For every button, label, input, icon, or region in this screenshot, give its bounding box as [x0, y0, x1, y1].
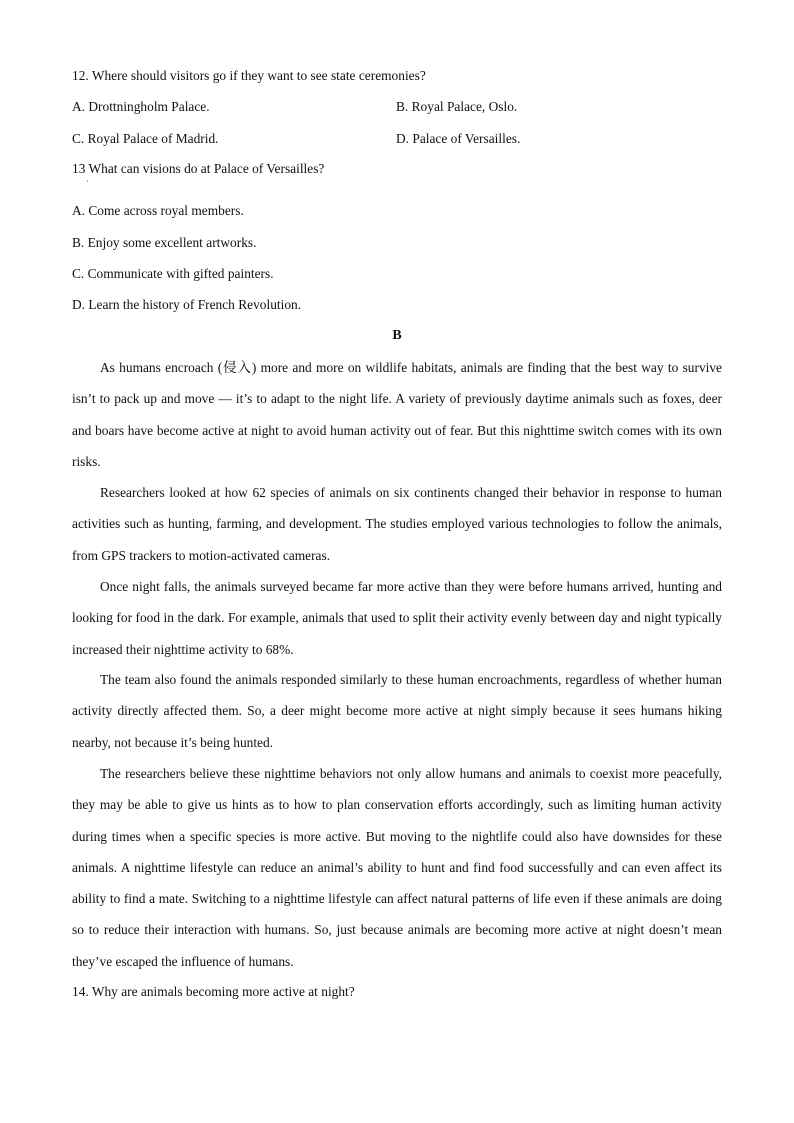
question-12-option-a: A. Drottningholm Palace.: [72, 99, 210, 114]
question-12-option-c: C. Royal Palace of Madrid.: [72, 131, 219, 146]
passage-paragraph-2: Researchers looked at how 62 species of animals on six continents changed their behavior in response to human activities such as hunting, farming, and development. The studies employed various technologies to follow the animals, from GPS trackers to motion-activated cameras.: [72, 485, 722, 563]
question-13-option-c: C. Communicate with gifted painters.: [72, 266, 274, 281]
passage-paragraph-4: The team also found the animals responded similarly to these human encroachments, regardless of whether human activity directly affected them. So, a deer might become more active at night simply because it sees humans hiking nearby, not because it’s being hunted.: [72, 672, 722, 750]
question-13-option-b: B. Enjoy some excellent artworks.: [72, 235, 257, 250]
question-12-option-d: D. Palace of Versailles.: [396, 131, 521, 146]
question-13-option-a: A. Come across royal members.: [72, 203, 244, 218]
question-13-stem: 13 What can visions do at Palace of Versailles?: [72, 161, 325, 176]
question-12-stem: 12. Where should visitors go if they want to see state ceremonies?: [72, 68, 426, 83]
passage-paragraph-5: The researchers believe these nighttime behaviors not only allow humans and animals to coexist more peacefully, they may be able to give us hints as to how to plan conservation efforts accordingly, such as limiting human activity during times when a specific species is more active. But moving to the nightlife could also have downsides for these animals. A nighttime lifestyle can reduce an animal’s ability to hunt and find food successfully and can even affect its ability to find a mate. Switching to a nighttime lifestyle can affect natural patterns of life even if these animals are doing so to reduce their interaction with humans. So, just because animals are becoming more active at night doesn’t mean they’ve escaped the influence of humans.: [72, 766, 722, 969]
question-14-stem: 14. Why are animals becoming more active at night?: [72, 984, 355, 999]
question-13-option-d: D. Learn the history of French Revolution.: [72, 297, 302, 312]
passage-paragraph-1: As humans encroach (侵入) more and more on wildlife habitats, animals are finding that the best way to survive isn’t to pack up and move — it’s to adapt to the night life. A variety of previously daytime animals such as foxes, deer and boars have become active at night to avoid human activity out of fear. But this nighttime switch comes with its own risks.: [72, 360, 722, 469]
question-12-option-b: B. Royal Palace, Oslo.: [396, 99, 518, 114]
section-b-heading: B: [392, 328, 402, 343]
passage-paragraph-3: Once night falls, the animals surveyed became far more active than they were before humans arrived, hunting and looking for food in the dark. For example, animals that used to split their activity evenly between day and night typically increased their nighttime activity to 68%.: [72, 579, 722, 657]
question-13-mark: ·: [86, 177, 89, 186]
